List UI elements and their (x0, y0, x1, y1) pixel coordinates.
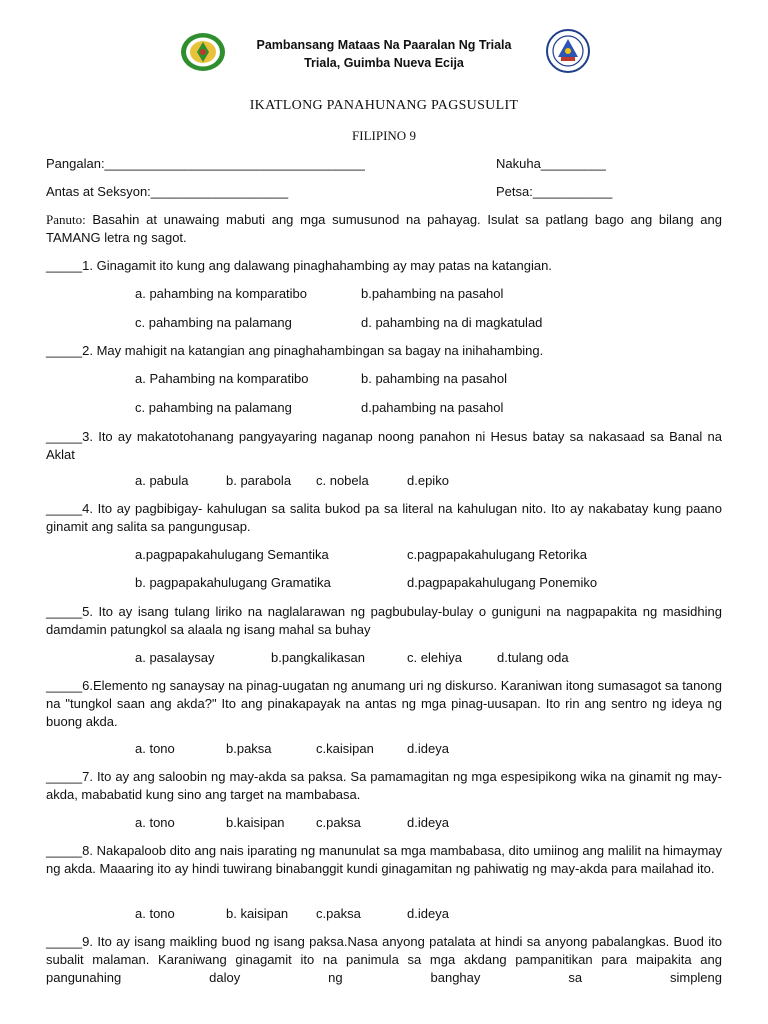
choice: c.paksa (316, 906, 361, 921)
choice: c. pahambing na palamang (135, 400, 292, 415)
choice: d.pahambing na pasahol (361, 400, 504, 415)
instructions-text: Basahin at unawaing mabuti ang mga sumusunod na pahayag. Isulat sa patlang bago ang bilang ang TAMANG letra ng sagot. (46, 212, 722, 245)
choice: d. pahambing na di magkatulad (361, 315, 543, 330)
choice: b.pangkalikasan (271, 650, 365, 665)
choice: d.ideya (407, 741, 449, 756)
exam-subject: FILIPINO 9 (352, 128, 416, 143)
date-field: Petsa:___________ (496, 184, 613, 199)
question-5: _____5. Ito ay isang tulang liriko na naglalarawan ng pagbubulay-bulay o guniguni na nagpapakita ng masidhing damdamin patungkol sa alaala ng isang mahal sa buhay (46, 604, 722, 637)
name-field: Pangalan:____________________________________ (46, 156, 365, 171)
choice: a. pasalaysay (135, 650, 215, 665)
exam-title: IKATLONG PANAHUNANG PAGSUSULIT (249, 98, 519, 113)
choice: b.pahambing na pasahol (361, 286, 504, 301)
choice: c. nobela (316, 473, 369, 488)
choice: a. tono (135, 906, 175, 921)
instructions (46, 211, 722, 247)
choice: d.pagpapakahulugang Ponemiko (407, 575, 598, 590)
choice: c. pahambing na palamang (135, 315, 292, 330)
question-7: _____7. Ito ay ang saloobin ng may-akda sa paksa. Sa pamamagitan ng mga espesipikong wika na ginamit ng may-akda, mababatid kung sino ang target na mambabasa. (46, 769, 722, 802)
choice: b. parabola (226, 473, 292, 488)
choice: b. kaisipan (226, 906, 289, 921)
choice: c. elehiya (407, 650, 462, 665)
choice: d.ideya (407, 815, 449, 830)
choice: c.pagpapakahulugang Retorika (407, 547, 587, 562)
choice: c.kaisipan (316, 741, 374, 756)
choice: a. Pahambing na komparatibo (135, 371, 309, 386)
question-1: _____1. Ginagamit ito kung ang dalawang pinaghahambing ay may patas na katangian. (46, 258, 552, 273)
question-6: _____6.Elemento ng sanaysay na pinag-uugatan ng anumang uri ng diskurso. Karaniwan itong sumasagot sa tanong na "tungkol saan ang akda?" Ito ang pinakapayak na antas ng mga pinag-uusapan. Ito rin ang sentro ng ideya ng buong akda. (46, 678, 722, 729)
choice: a. tono (135, 815, 175, 830)
question-4: _____4. Ito ay pagbibigay- kahulugan sa salita bukod pa sa literal na kahulugan nito. Ito ay nakabatay kung paano ginamit ang salita sa pangungusap. (46, 501, 722, 534)
question-8: _____8. Nakapaloob dito ang nais iparating ng manunulat sa mga mambabasa, dito umiinog ang malilit na himaymay ng akda. Maaaring ito ay hindi tuwirang binabanggit kundi ginagamitan ng pahiwatig ng may-akda para mailahad ito. (46, 843, 722, 876)
choice: d.tulang oda (497, 650, 569, 665)
score-field: Nakuha_________ (496, 156, 606, 171)
choice: a. pahambing na komparatibo (135, 286, 308, 301)
section-field: Antas at Seksyon:___________________ (46, 184, 289, 199)
question-2: _____2. May mahigit na katangian ang pinaghahambingan sa bagay na inihahambing. (46, 343, 544, 358)
choice: b.kaisipan (226, 815, 285, 830)
choice: b.paksa (226, 741, 272, 756)
question-3: _____3. Ito ay makatotohanang pangyayaring naganap noong panahon ni Hesus batay sa nakasaad sa Banal na Aklat (46, 429, 722, 462)
school-name: Pambansang Mataas Na Paaralan Ng Triala (256, 38, 512, 52)
choice: b. pahambing na pasahol (361, 371, 508, 386)
choice: a. pabula (135, 473, 189, 488)
choice: d.epiko (407, 473, 449, 488)
question-9: _____9. Ito ay isang maikling buod ng isang paksa.Nasa anyong patalata at hindi sa anyong pabalangkas. Buod ito subalit malaman. Karaniwang ginagamit ito na panimula sa mga akdang pampanitikan para maipakita ang pangunahing daloy ng banghay sa simpleng (46, 934, 722, 985)
choice: a.pagpapakahulugang Semantika (135, 547, 329, 562)
choice: b. pagpapakahulugang Gramatika (135, 575, 331, 590)
school-address: Triala, Guimba Nueva Ecija (304, 56, 464, 70)
choice: c.paksa (316, 815, 361, 830)
choice: d.ideya (407, 906, 449, 921)
instructions-label: Panuto: (46, 212, 86, 227)
choice: a. tono (135, 741, 175, 756)
